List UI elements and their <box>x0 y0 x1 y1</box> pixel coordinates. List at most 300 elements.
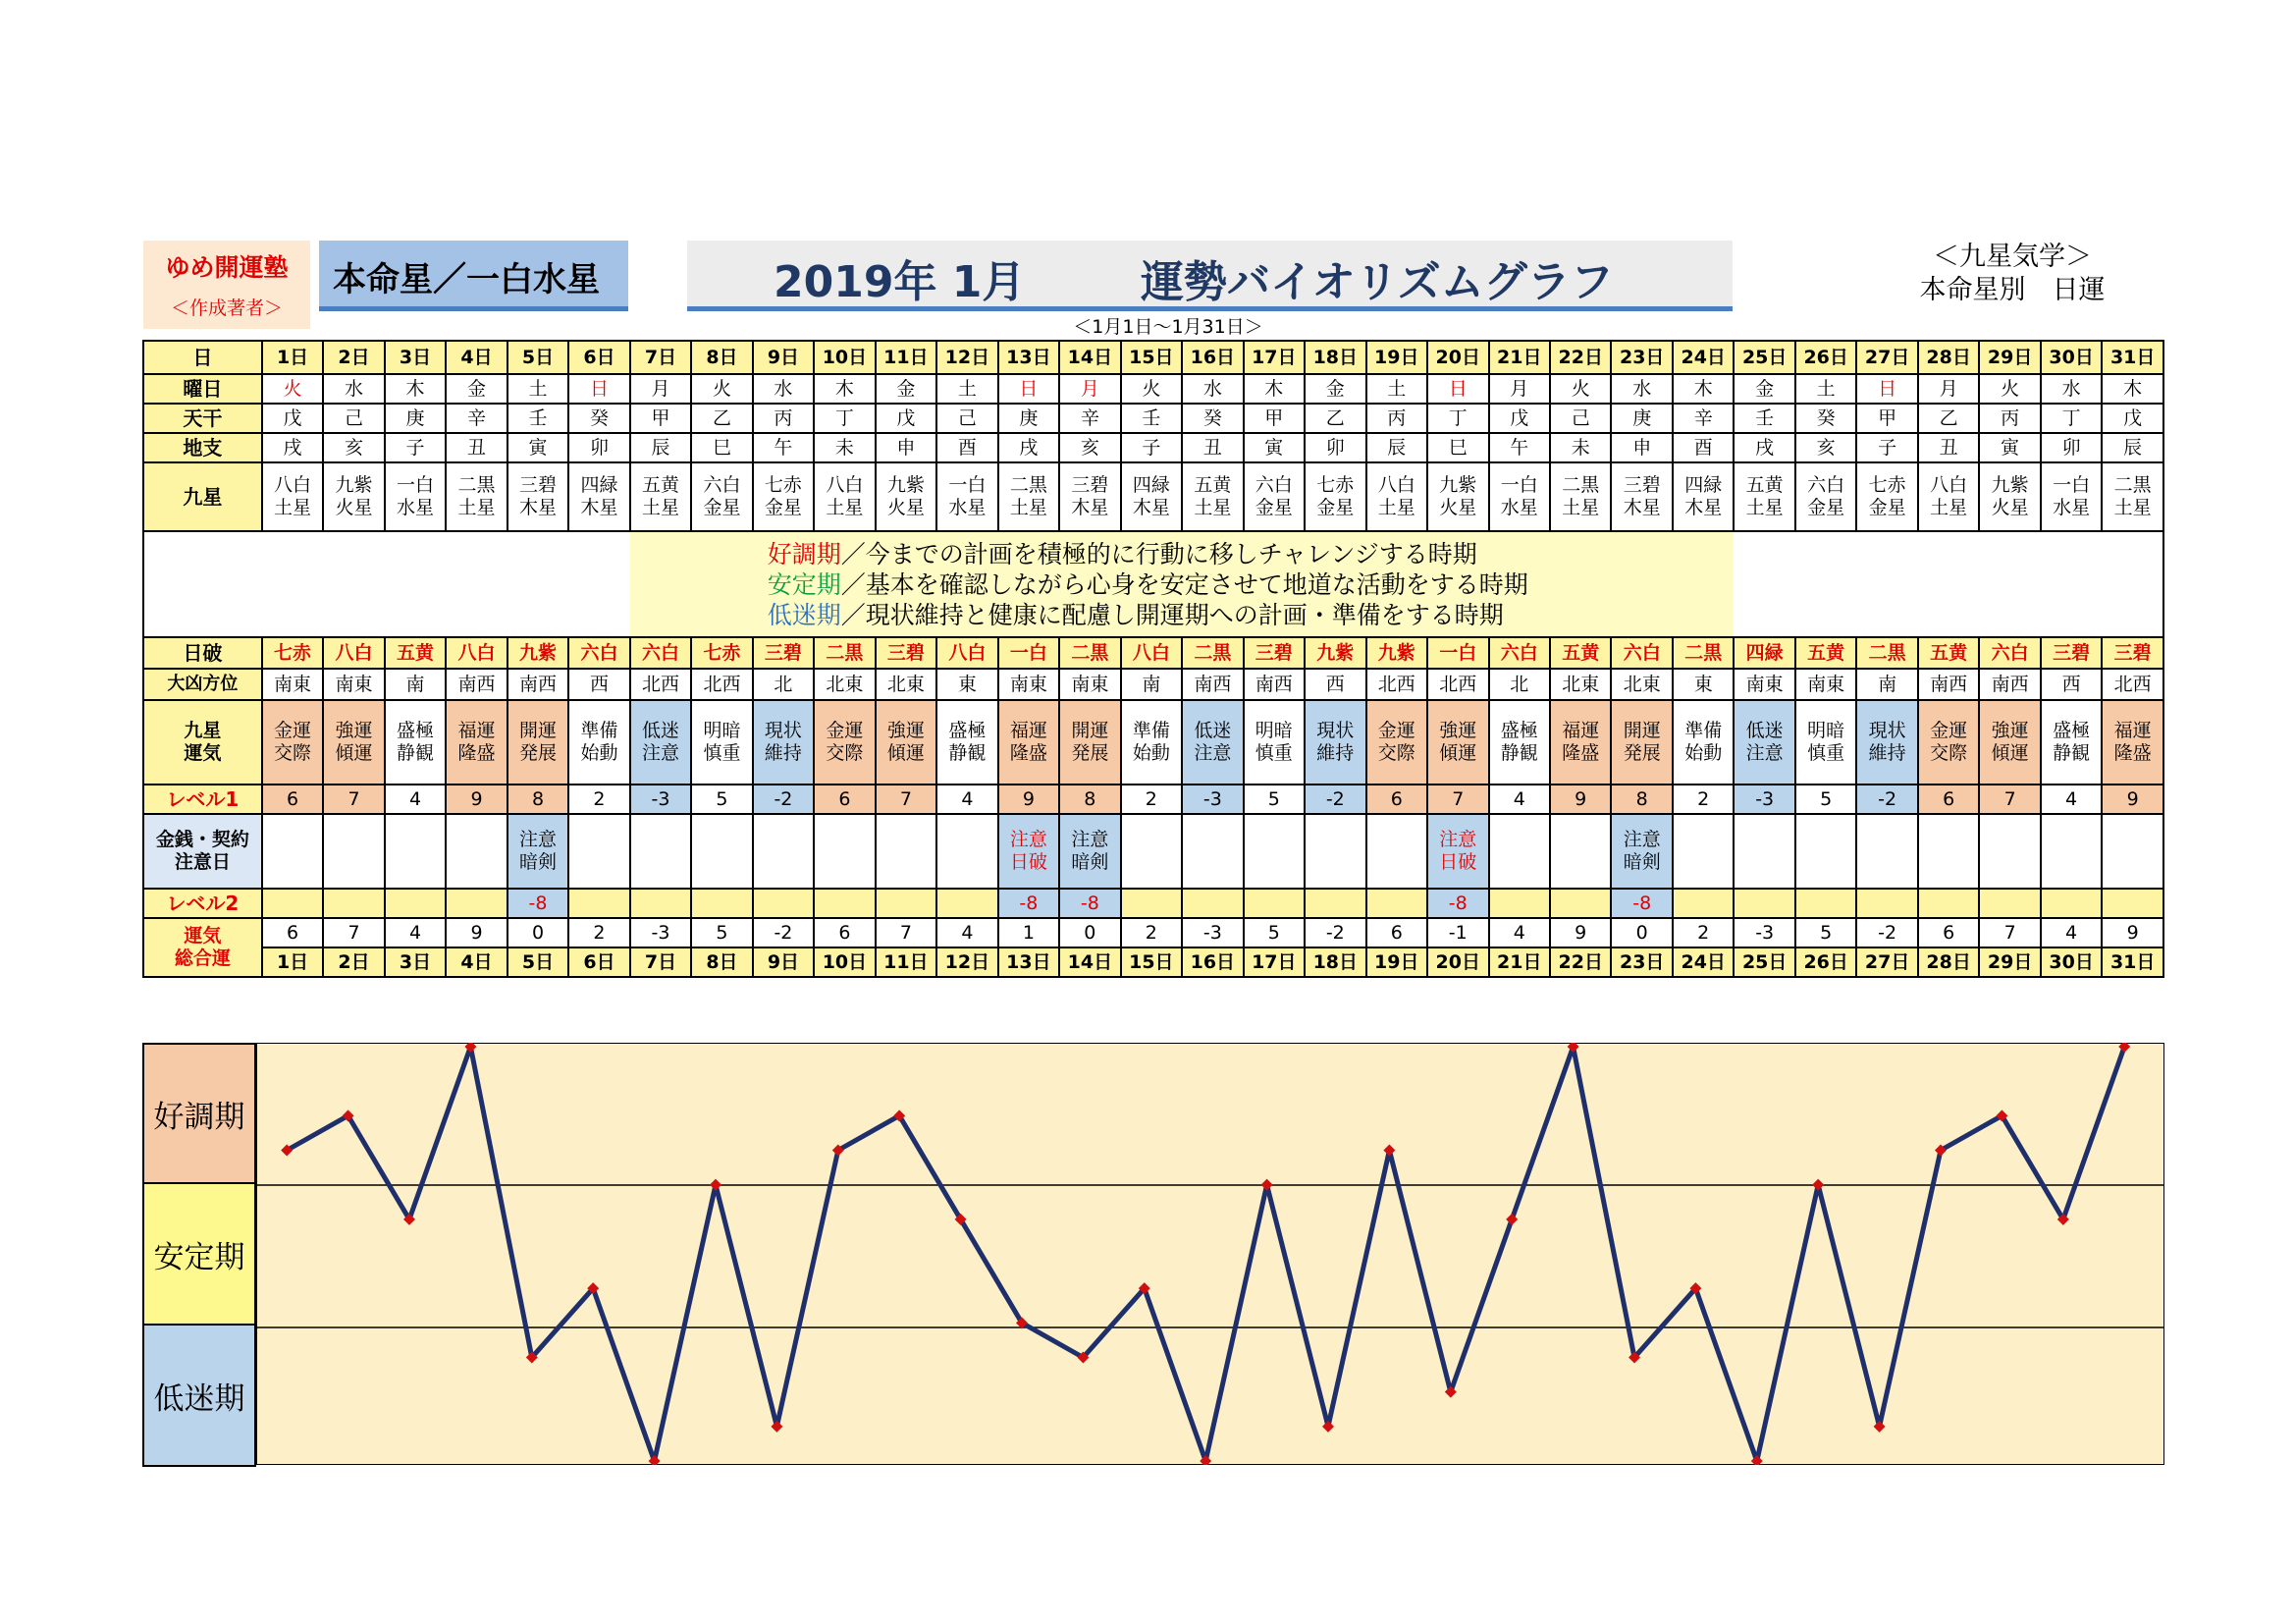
day-footer-cell: 6日 <box>568 947 629 977</box>
kyusei-star-a: 五黄 <box>641 474 679 496</box>
caution-note-a: 注意 <box>1071 829 1109 850</box>
tenkan-cell: 甲 <box>1244 404 1305 433</box>
level1-cell: 7 <box>1979 785 2040 814</box>
level1-cell: 5 <box>1244 785 1305 814</box>
unki-word-b: 始動 <box>1684 742 1723 764</box>
chishi-cell: 巳 <box>1427 433 1488 462</box>
daikyo-cell: 北 <box>753 669 814 700</box>
legend-line-1 <box>630 539 1735 569</box>
caution-note-b: 暗剣 <box>1071 851 1109 873</box>
author-caption: ＜作成著者＞ <box>170 298 283 319</box>
day-footer-cell: 17日 <box>1244 947 1305 977</box>
kyusei-cell <box>1244 462 1305 531</box>
kyusei-star-b: 水星 <box>397 497 435 518</box>
daikyo-cell: 南東 <box>262 669 323 700</box>
day-footer-cell: 25日 <box>1734 947 1794 977</box>
author-name: ゆめ開運塾 <box>165 253 289 282</box>
kyusei-star-a: 九紫 <box>1991 474 2029 496</box>
kyusei-star-a: 二黒 <box>1009 474 1047 496</box>
nippa-row <box>143 637 2163 669</box>
nippa-cell: 五黄 <box>385 637 446 669</box>
unki-label-line-a: 九星 <box>184 720 222 741</box>
total-cell: 6 <box>262 918 323 947</box>
total-cell: 9 <box>446 918 507 947</box>
level2-cell <box>1489 889 1550 918</box>
nippa-cell: 三碧 <box>876 637 936 669</box>
unki-word-a: 金運 <box>1930 720 1968 741</box>
legend-key-3: 低迷期 <box>767 600 841 629</box>
nippa-cell: 二黒 <box>1182 637 1243 669</box>
kyusei-cell <box>1550 462 1611 531</box>
nippa-cell: 六白 <box>1611 637 1672 669</box>
kyusei-star-a: 二黒 <box>457 474 496 496</box>
tenkan-cell: 丁 <box>814 404 875 433</box>
nippa-cell: 二黒 <box>1059 637 1120 669</box>
day-footer-cell: 16日 <box>1182 947 1243 977</box>
level1-cell: 5 <box>1795 785 1856 814</box>
daikyo-cell: 南西 <box>446 669 507 700</box>
unki-word-a: 金運 <box>826 720 864 741</box>
tenkan-cell: 戊 <box>1489 404 1550 433</box>
total-label <box>143 918 262 977</box>
unki-word-b: 維持 <box>1868 742 1906 764</box>
kyusei-star-b: 火星 <box>335 497 373 518</box>
kyusei-star-b: 土星 <box>274 497 312 518</box>
day-footer-cell: 2日 <box>323 947 384 977</box>
kyusei-cell <box>936 462 997 531</box>
nippa-cell: 一白 <box>1427 637 1488 669</box>
kyusei-star-b: 土星 <box>1562 497 1600 518</box>
day-footer-cell: 24日 <box>1673 947 1734 977</box>
total-cell: 0 <box>507 918 568 947</box>
tenkan-cell: 戊 <box>262 404 323 433</box>
unki-word-a: 福運 <box>1562 720 1600 741</box>
nippa-cell: 五黄 <box>1795 637 1856 669</box>
day-cell: 17日 <box>1244 341 1305 374</box>
fortune-table <box>142 340 2164 978</box>
unki-word-a: 盛極 <box>1500 720 1538 741</box>
unki-word-b: 交際 <box>274 742 312 764</box>
legend-blank-right <box>1734 531 2163 637</box>
level1-cell: 4 <box>385 785 446 814</box>
unki-cell <box>1550 700 1611 785</box>
day-cell: 20日 <box>1427 341 1488 374</box>
kyusei-star-b: 火星 <box>1439 497 1477 518</box>
total-cell: 4 <box>1489 918 1550 947</box>
unki-label-line-b: 運気 <box>184 742 222 764</box>
unki-word-b: 始動 <box>1132 742 1170 764</box>
caution-cell <box>630 814 691 889</box>
unki-word-a: 準備 <box>580 720 618 741</box>
level1-cell: 8 <box>507 785 568 814</box>
kyusei-cell <box>1611 462 1672 531</box>
caution-note-a: 注意 <box>518 829 557 850</box>
level1-cell: -3 <box>1182 785 1243 814</box>
kyusei-star-b: 火星 <box>886 497 925 518</box>
kyusei-star-a: 六白 <box>1807 474 1845 496</box>
daikyo-cell: 北西 <box>691 669 752 700</box>
total-cell: 0 <box>1611 918 1672 947</box>
weekday-cell: 金 <box>876 374 936 404</box>
total-cell: 5 <box>1795 918 1856 947</box>
level1-cell: 2 <box>1673 785 1734 814</box>
total-label-line-a: 運気 <box>184 925 222 947</box>
day-footer-cell: 29日 <box>1979 947 2040 977</box>
day-cell: 22日 <box>1550 341 1611 374</box>
caution-cell <box>323 814 384 889</box>
kyusei-cell <box>1979 462 2040 531</box>
caution-cell <box>262 814 323 889</box>
level1-cell: -3 <box>630 785 691 814</box>
weekday-cell: 水 <box>1182 374 1243 404</box>
level1-cell: 7 <box>323 785 384 814</box>
kyusei-star-a: 三碧 <box>1071 474 1109 496</box>
kyusei-star-b: 土星 <box>1194 497 1232 518</box>
unki-cell <box>1305 700 1365 785</box>
tenkan-cell: 庚 <box>1611 404 1672 433</box>
plot-background <box>256 1043 2164 1465</box>
chishi-cell: 子 <box>1856 433 1917 462</box>
unki-word-b: 注意 <box>1194 742 1232 764</box>
day-cell: 31日 <box>2102 341 2163 374</box>
caution-note-a: 注意 <box>1439 829 1477 850</box>
weekday-cell: 土 <box>936 374 997 404</box>
unki-word-b: 隆盛 <box>457 742 496 764</box>
unki-word-b: 隆盛 <box>2113 742 2152 764</box>
kyusei-star-a: 二黒 <box>1562 474 1600 496</box>
unki-word-a: 福運 <box>1009 720 1047 741</box>
day-cell: 16日 <box>1182 341 1243 374</box>
nippa-cell: 二黒 <box>1856 637 1917 669</box>
daikyo-cell: 南 <box>1856 669 1917 700</box>
chishi-cell: 卯 <box>2041 433 2102 462</box>
unki-word-b: 注意 <box>641 742 679 764</box>
unki-word-a: 準備 <box>1684 720 1723 741</box>
day-footer-cell: 31日 <box>2102 947 2163 977</box>
caution-note-b: 暗剣 <box>518 851 557 873</box>
unki-cell <box>1979 700 2040 785</box>
daikyo-cell: 北 <box>1489 669 1550 700</box>
unki-cell <box>1121 700 1182 785</box>
level2-cell <box>1366 889 1427 918</box>
unki-word-b: 隆盛 <box>1562 742 1600 764</box>
caution-cell <box>385 814 446 889</box>
unki-word-a: 強運 <box>886 720 925 741</box>
day-cell: 11日 <box>876 341 936 374</box>
tenkan-cell: 乙 <box>1305 404 1365 433</box>
unki-word-b: 傾運 <box>335 742 373 764</box>
kyusei-star-a: 三碧 <box>1623 474 1661 496</box>
daikyo-cell: 南東 <box>1734 669 1794 700</box>
author-box <box>143 241 310 329</box>
unki-word-b: 発展 <box>1071 742 1109 764</box>
unki-cell <box>446 700 507 785</box>
kyusei-star-a: 六白 <box>1255 474 1293 496</box>
unki-word-b: 慎重 <box>703 742 741 764</box>
level1-cell: 9 <box>446 785 507 814</box>
kyusei-cell <box>1305 462 1365 531</box>
kyusei-star-a: 七赤 <box>1868 474 1906 496</box>
date-range: ＜1月1日～1月31日＞ <box>1073 316 1263 338</box>
caution-cell <box>1979 814 2040 889</box>
unki-cell <box>1366 700 1427 785</box>
tenkan-cell: 壬 <box>1121 404 1182 433</box>
legend-line-2 <box>630 569 1735 600</box>
kyusei-star-b: 水星 <box>948 497 987 518</box>
kyusei-star-b: 水星 <box>1500 497 1538 518</box>
level2-cell <box>936 889 997 918</box>
chishi-label: 地支 <box>143 433 262 462</box>
unki-word-a: 盛極 <box>397 720 435 741</box>
caution-cell <box>936 814 997 889</box>
unki-cell <box>1427 700 1488 785</box>
weekday-cell: 金 <box>1734 374 1794 404</box>
tenkan-cell: 庚 <box>998 404 1059 433</box>
total-cell: 4 <box>936 918 997 947</box>
chishi-cell: 亥 <box>323 433 384 462</box>
chishi-cell: 卯 <box>1305 433 1365 462</box>
level2-cell: -8 <box>998 889 1059 918</box>
kyusei-cell <box>998 462 1059 531</box>
day-footer-cell: 30日 <box>2041 947 2102 977</box>
daikyo-cell: 北西 <box>1366 669 1427 700</box>
kyusei-star-b: 土星 <box>2113 497 2152 518</box>
chishi-cell: 辰 <box>2102 433 2163 462</box>
legend-text-2: ／基本を確認しながら心身を安定させて地道な活動をする時期 <box>840 569 1528 599</box>
legend-cell <box>630 531 1735 637</box>
level1-cell: 9 <box>998 785 1059 814</box>
unki-cell <box>630 700 691 785</box>
caution-cell <box>753 814 814 889</box>
tenkan-cell: 辛 <box>1059 404 1120 433</box>
level2-cell <box>1673 889 1734 918</box>
unki-word-b: 隆盛 <box>1009 742 1047 764</box>
unki-word-b: 傾運 <box>886 742 925 764</box>
level2-cell <box>1795 889 1856 918</box>
day-cell: 6日 <box>568 341 629 374</box>
kyusei-star-b: 土星 <box>826 497 864 518</box>
daikyo-cell: 南東 <box>323 669 384 700</box>
nippa-cell: 二黒 <box>814 637 875 669</box>
kyusei-cell <box>262 462 323 531</box>
unki-cell <box>753 700 814 785</box>
tenkan-cell: 丁 <box>2041 404 2102 433</box>
unki-cell <box>2102 700 2163 785</box>
unki-cell <box>1059 700 1120 785</box>
kyusei-cell <box>507 462 568 531</box>
period-bands <box>142 1043 256 1465</box>
day-footer-cell: 11日 <box>876 947 936 977</box>
kyusei-cell <box>753 462 814 531</box>
kyusei-star-b: 木星 <box>1623 497 1661 518</box>
weekday-cell: 金 <box>446 374 507 404</box>
kyusei-star-b: 木星 <box>1684 497 1723 518</box>
kyusei-star-b: 金星 <box>1807 497 1845 518</box>
unki-cell <box>1673 700 1734 785</box>
day-footer-cell: 26日 <box>1795 947 1856 977</box>
day-footer-cell: 23日 <box>1611 947 1672 977</box>
level2-cell <box>262 889 323 918</box>
unki-word-a: 福運 <box>2113 720 2152 741</box>
unki-word-b: 静観 <box>397 742 435 764</box>
chishi-cell: 未 <box>814 433 875 462</box>
level2-cell <box>1979 889 2040 918</box>
unki-cell <box>2041 700 2102 785</box>
total-cell: 0 <box>1059 918 1120 947</box>
caution-note-b: 日破 <box>1009 851 1047 873</box>
kyusei-cell <box>1673 462 1734 531</box>
level2-cell <box>691 889 752 918</box>
day-footer-cell: 10日 <box>814 947 875 977</box>
daikyo-cell: 東 <box>1673 669 1734 700</box>
weekday-cell: 日 <box>568 374 629 404</box>
unki-word-b: 交際 <box>1930 742 1968 764</box>
weekday-cell: 月 <box>630 374 691 404</box>
band-label-low: 低迷期 <box>142 1326 256 1467</box>
unki-word-a: 明暗 <box>1255 720 1293 741</box>
total-cell: 9 <box>2102 918 2163 947</box>
kyusei-label: 九星 <box>143 462 262 531</box>
daikyo-cell: 北東 <box>814 669 875 700</box>
kyusei-star-b: 土星 <box>1377 497 1415 518</box>
day-footer-cell: 7日 <box>630 947 691 977</box>
unki-cell <box>691 700 752 785</box>
unki-word-b: 静観 <box>2053 742 2091 764</box>
unki-word-a: 強運 <box>1991 720 2029 741</box>
daikyo-cell: 南西 <box>1182 669 1243 700</box>
total-cell: 7 <box>323 918 384 947</box>
caution-cell <box>2102 814 2163 889</box>
caution-cell <box>1734 814 1794 889</box>
tenkan-cell: 戊 <box>2102 404 2163 433</box>
kyusei-star-b: 土星 <box>1745 497 1784 518</box>
total-cell: 1 <box>998 918 1059 947</box>
nippa-cell: 一白 <box>998 637 1059 669</box>
kyusei-cell <box>385 462 446 531</box>
caution-cell <box>446 814 507 889</box>
kyusei-cell <box>1182 462 1243 531</box>
kyusei-star-b: 土星 <box>457 497 496 518</box>
unki-word-b: 維持 <box>764 742 802 764</box>
daikyo-cell: 南西 <box>1979 669 2040 700</box>
unki-cell <box>323 700 384 785</box>
chishi-cell: 辰 <box>630 433 691 462</box>
legend-blank-left <box>143 531 630 637</box>
day-cell: 25日 <box>1734 341 1794 374</box>
level2-cell: -8 <box>1427 889 1488 918</box>
day-footer-cell: 4日 <box>446 947 507 977</box>
kyusei-star-a: 一白 <box>948 474 987 496</box>
day-cell: 10日 <box>814 341 875 374</box>
chishi-cell: 卯 <box>568 433 629 462</box>
kyusei-cell <box>1121 462 1182 531</box>
kyusei-star-b: 土星 <box>1930 497 1968 518</box>
level1-row <box>143 785 2163 814</box>
tenkan-cell: 辛 <box>446 404 507 433</box>
weekday-cell: 水 <box>323 374 384 404</box>
tenkan-cell: 壬 <box>507 404 568 433</box>
day-cell: 7日 <box>630 341 691 374</box>
total-cell: 9 <box>1550 918 1611 947</box>
kyusei-cell <box>568 462 629 531</box>
tenkan-cell: 己 <box>323 404 384 433</box>
day-footer-cell: 1日 <box>262 947 323 977</box>
chishi-cell: 丑 <box>1182 433 1243 462</box>
nippa-cell: 六白 <box>1489 637 1550 669</box>
caution-cell <box>2041 814 2102 889</box>
level1-cell: 8 <box>1059 785 1120 814</box>
tenkan-cell: 丙 <box>753 404 814 433</box>
day-cell: 9日 <box>753 341 814 374</box>
unki-cell <box>568 700 629 785</box>
unki-label <box>143 700 262 785</box>
daikyo-cell: 南 <box>1121 669 1182 700</box>
unki-word-a: 強運 <box>1439 720 1477 741</box>
unki-cell <box>1734 700 1794 785</box>
daikyo-cell: 北東 <box>1611 669 1672 700</box>
day-cell: 26日 <box>1795 341 1856 374</box>
kyusei-cell <box>1059 462 1120 531</box>
nippa-label: 日破 <box>143 637 262 669</box>
day-cell: 24日 <box>1673 341 1734 374</box>
kyusei-star-b: 金星 <box>1868 497 1906 518</box>
weekday-cell: 日 <box>1427 374 1488 404</box>
kyusei-star-b: 金星 <box>764 497 802 518</box>
unki-word-a: 準備 <box>1132 720 1170 741</box>
unki-word-a: 明暗 <box>1807 720 1845 741</box>
unki-word-a: 低迷 <box>1194 720 1232 741</box>
chishi-cell: 寅 <box>507 433 568 462</box>
caution-cell <box>1856 814 1917 889</box>
unki-word-a: 低迷 <box>1745 720 1784 741</box>
day-cell: 21日 <box>1489 341 1550 374</box>
day-footer-cell: 15日 <box>1121 947 1182 977</box>
kyusei-star-a: 一白 <box>397 474 435 496</box>
kyusei-cell <box>630 462 691 531</box>
level2-cell <box>1244 889 1305 918</box>
kyusei-star-a: 四緑 <box>1132 474 1170 496</box>
unki-cell <box>385 700 446 785</box>
level2-cell <box>568 889 629 918</box>
kyusei-cell <box>1856 462 1917 531</box>
kyusei-star-a: 九紫 <box>886 474 925 496</box>
kyusei-cell <box>1734 462 1794 531</box>
level2-cell <box>876 889 936 918</box>
day-cell: 5日 <box>507 341 568 374</box>
day-cell: 1日 <box>262 341 323 374</box>
unki-cell <box>1856 700 1917 785</box>
caution-row <box>143 814 2163 889</box>
legend-key-2: 安定期 <box>767 569 841 599</box>
legend-text-1: ／今までの計画を積極的に行動に移しチャレンジする時期 <box>840 539 1477 568</box>
kyusei-star-b: 土星 <box>1009 497 1047 518</box>
nippa-cell: 五黄 <box>1550 637 1611 669</box>
kyusei-star-b: 土星 <box>641 497 679 518</box>
kyusei-star-a: 二黒 <box>2113 474 2152 496</box>
nippa-cell: 三碧 <box>753 637 814 669</box>
weekday-cell: 水 <box>753 374 814 404</box>
level1-cell: 4 <box>936 785 997 814</box>
kyusei-cell <box>323 462 384 531</box>
day-footer-cell: 19日 <box>1366 947 1427 977</box>
unki-word-a: 強運 <box>335 720 373 741</box>
unki-cell <box>936 700 997 785</box>
day-footer-row <box>143 947 2163 977</box>
chishi-cell: 子 <box>385 433 446 462</box>
caution-cell <box>1673 814 1734 889</box>
kyusei-cell <box>1795 462 1856 531</box>
caution-note-a: 注意 <box>1009 829 1047 850</box>
